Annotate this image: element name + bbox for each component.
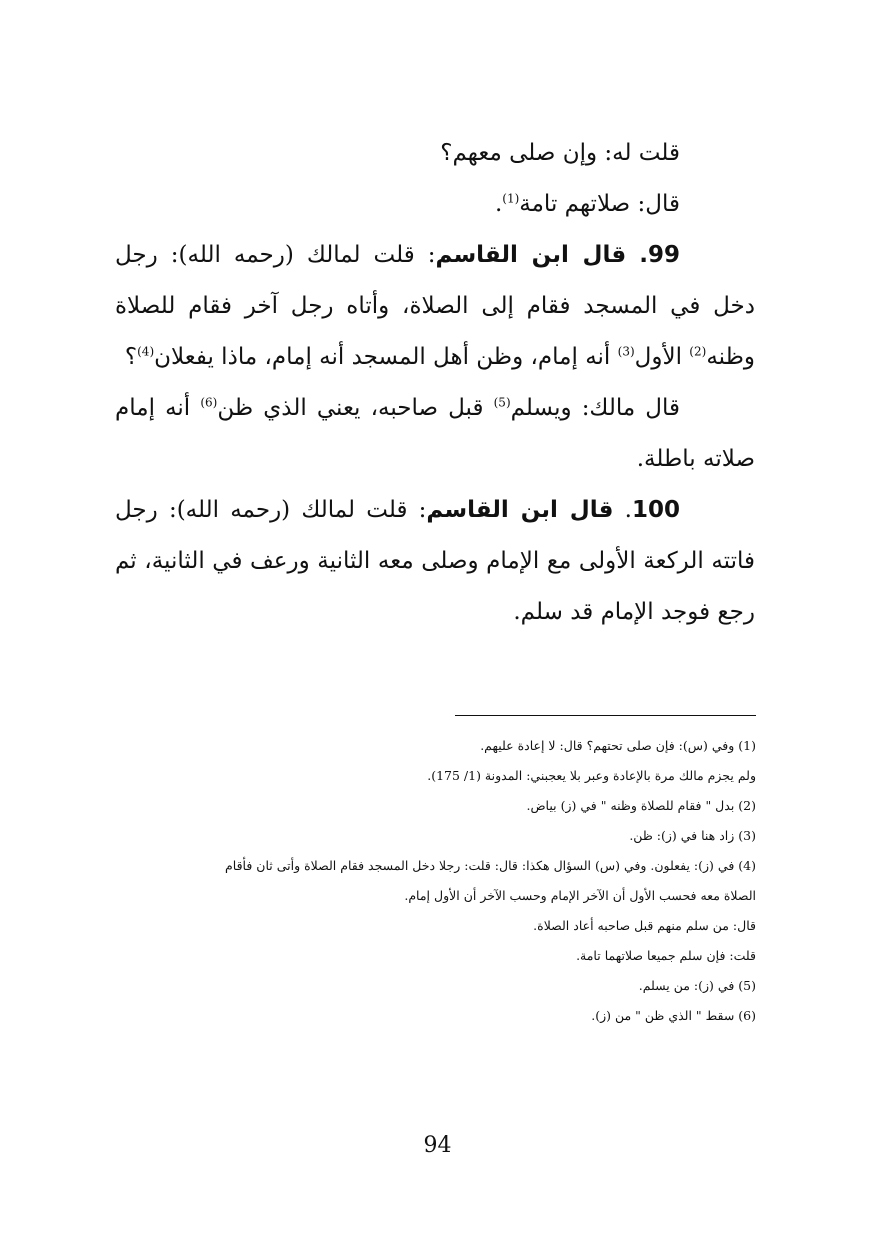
footnote-ref-3[interactable]: (3) <box>617 344 635 359</box>
footnote-separator <box>455 715 756 716</box>
paragraph-100-text: : قلت لمالك (رحمه الله): رجل فاتته الركعة الأولى مع الإمام وصلى معه الثانية ورعف في الثانية، ثم رجع فوجد الإمام قد سلم. <box>115 497 755 625</box>
speaker-ibn-al-qasim-99: قال ابن القاسم <box>435 242 627 268</box>
footnote-4-question: قلت: فإن سلم جميعا صلاتهما تامة. <box>576 948 756 963</box>
footnote-4: (4) في (ز): يفعلون. وفي (س) السؤال هكذا: قال: قلت: رجلا دخل المسجد فقام الصلاة وأتى ثان فأقام <box>225 858 756 873</box>
main-text <box>115 128 755 638</box>
paragraph-99-text-3: أنه إمام، وظن أهل المسجد أنه إمام، ماذا يفعلان <box>154 344 618 370</box>
page-number: 94 <box>423 1133 452 1158</box>
footnote-1-continued: ولم يجزم مالك مرة بالإعادة وعبر بلا يعجبني: المدونة (1/ 175). <box>427 768 756 783</box>
footnote-1: (1) وفي (س): فإن صلى تحتهم؟ قال: لا إعادة عليهم. <box>480 738 756 753</box>
paragraph-malik <box>115 383 755 485</box>
paragraph-100 <box>115 485 755 638</box>
paragraph-99-text-4: ؟ <box>124 344 138 370</box>
answer-text: قال: صلاتهم تامة <box>519 191 680 217</box>
footnote-5: (5) في (ز): من يسلم. <box>638 978 756 993</box>
footnote-ref-6[interactable]: (6) <box>200 395 218 410</box>
malik-text-1: قال مالك: ويسلم <box>510 395 680 421</box>
paragraph-99 <box>115 230 755 383</box>
footnote-2: (2) بدل " فقام للصلاة وظنه " في (ز) بياض. <box>526 798 756 813</box>
footnote-ref-2[interactable]: (2) <box>689 344 707 359</box>
footnotes <box>110 731 756 1031</box>
question-text: قلت له: وإن صلى معهم؟ <box>440 140 680 166</box>
malik-text-3: أنه إمام صلاته باطلة. <box>115 395 755 472</box>
answer-end: . <box>494 191 503 217</box>
footnote-3: (3) زاد هنا في (ز): ظن. <box>629 828 756 843</box>
paragraph-99-text-1: : قلت لمالك (رحمه الله): رجل دخل في المسجد فقام إلى الصلاة، وأتاه رجل آخر فقام للصلاة وظنه <box>115 242 755 370</box>
paragraph-100-sep: . <box>613 497 632 523</box>
malik-text-2: قبل صاحبه، يعني الذي ظن <box>217 395 494 421</box>
footnote-ref-1[interactable]: (1) <box>502 191 520 206</box>
footnote-4-answer: قال: من سلم منهم قبل صاحبه أعاد الصلاة. <box>533 918 756 933</box>
paragraph-99-text-2: الأول <box>634 344 690 370</box>
footnote-ref-5[interactable]: (5) <box>493 395 511 410</box>
paragraph-number-99: 99. <box>639 242 681 268</box>
footnote-4-continued: الصلاة معه فحسب الأول أن الآخر الإمام وحسب الآخر أن الأول إمام. <box>404 888 756 903</box>
speaker-ibn-al-qasim-100: قال ابن القاسم <box>426 497 614 523</box>
question-line <box>115 128 755 179</box>
footnote-6: (6) سقط " الذي ظن " من (ز). <box>591 1008 756 1023</box>
answer-line <box>115 179 755 230</box>
footnote-ref-4[interactable]: (4) <box>137 344 155 359</box>
paragraph-number-100: 100 <box>632 497 681 523</box>
